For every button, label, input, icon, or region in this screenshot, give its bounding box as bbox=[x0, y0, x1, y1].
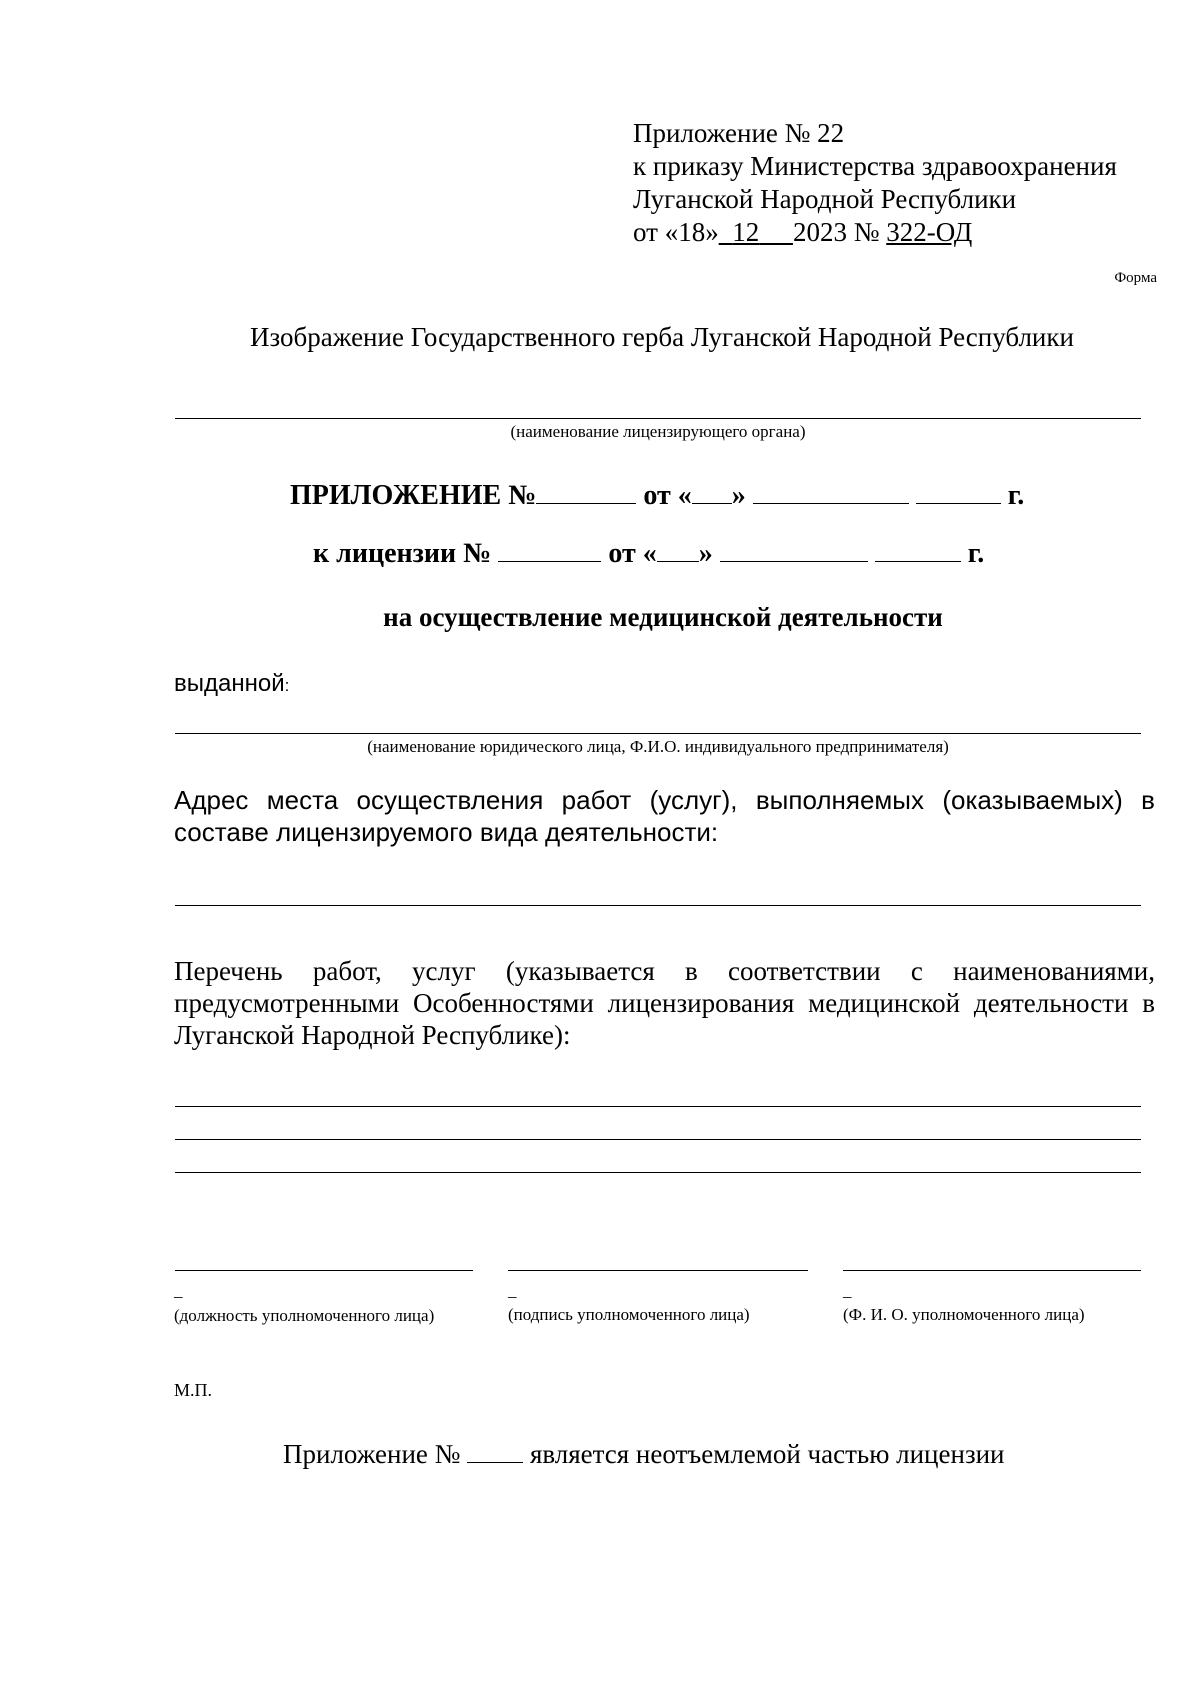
signature-name-caption: (Ф. И. О. уполномоченного лица) bbox=[843, 1305, 1085, 1324]
signature-name-line[interactable] bbox=[843, 1270, 1141, 1271]
header-date-prefix: от «18» bbox=[633, 217, 719, 247]
header-order-number: 322-ОД bbox=[886, 217, 973, 247]
license-number-field[interactable] bbox=[498, 533, 601, 562]
header-date-month: 12 bbox=[732, 217, 760, 247]
header-date-year: 2023 № bbox=[792, 217, 880, 247]
header-date-month-field bbox=[719, 217, 793, 247]
signature-sign-line[interactable] bbox=[508, 1270, 808, 1271]
services-line-3[interactable] bbox=[175, 1172, 1141, 1173]
footer-appendix-number-field[interactable] bbox=[467, 1435, 523, 1463]
header-order-reference: к приказу Министерства здравоохранения bbox=[633, 151, 1117, 181]
signature-position-dash: _ bbox=[174, 1281, 183, 1300]
signature-position-caption: (должность уполномоченного лица) bbox=[174, 1306, 435, 1325]
signature-position-line[interactable] bbox=[175, 1270, 473, 1271]
signature-sign-dash: _ bbox=[508, 1281, 517, 1300]
license-month-field[interactable] bbox=[720, 533, 868, 562]
signature-sign-caption: (подпись уполномоченного лица) bbox=[508, 1305, 750, 1324]
services-line-2[interactable] bbox=[175, 1139, 1141, 1140]
footer-note bbox=[283, 1435, 1005, 1470]
form-label: Форма bbox=[1114, 270, 1157, 286]
header-order-date bbox=[633, 216, 972, 248]
appendix-title-label: ПРИЛОЖЕНИЕ № bbox=[290, 480, 537, 511]
appendix-from-label: от « bbox=[643, 480, 692, 511]
footer-suffix: является неотъемлемой частью лицензии bbox=[529, 1439, 1005, 1469]
address-line[interactable] bbox=[175, 905, 1141, 906]
entity-name-line[interactable] bbox=[175, 733, 1141, 734]
activity-title: на осуществление медицинской деятельности bbox=[383, 602, 943, 632]
license-close-quote: » bbox=[698, 538, 713, 569]
header-republic: Луганской Народной Республики bbox=[633, 184, 1017, 214]
address-paragraph: Адрес места осуществления работ (услуг), выполняемых (оказываемых) в составе лицензируемого вида деятельности: bbox=[174, 785, 1155, 847]
issued-label-text: выданной bbox=[174, 670, 285, 697]
issued-label-colon: : bbox=[284, 676, 290, 695]
footer-prefix: Приложение № bbox=[283, 1439, 461, 1469]
entity-name-caption: (наименование юридического лица, Ф.И.О. индивидуального предпринимателя) bbox=[367, 737, 949, 756]
license-year-field[interactable] bbox=[875, 533, 961, 562]
license-label: к лицензии № bbox=[313, 538, 492, 569]
signature-name-dash: _ bbox=[843, 1281, 852, 1300]
appendix-number-field[interactable] bbox=[536, 475, 636, 504]
services-paragraph: Перечень работ, услуг (указывается в соответствии с наименованиями, предусмотренными Особенностями лицензирования медицинской деятельности в Луганской Народной Республике): bbox=[174, 956, 1155, 1050]
appendix-day-field[interactable] bbox=[692, 475, 732, 504]
license-year-suffix: г. bbox=[967, 538, 985, 569]
stamp-label: М.П. bbox=[174, 1380, 213, 1400]
licensing-body-line[interactable] bbox=[175, 418, 1141, 419]
appendix-month-field[interactable] bbox=[753, 475, 909, 504]
header-appendix-number: Приложение № 22 bbox=[633, 118, 845, 148]
license-day-field[interactable] bbox=[657, 533, 699, 562]
licensing-body-caption: (наименование лицензирующего органа) bbox=[510, 422, 806, 441]
coat-of-arms-caption: Изображение Государственного герба Луганской Народной Республики bbox=[250, 322, 1074, 352]
license-reference bbox=[313, 533, 984, 570]
services-line-1[interactable] bbox=[175, 1106, 1141, 1107]
appendix-close-quote: » bbox=[731, 480, 746, 511]
issued-label bbox=[174, 670, 289, 698]
appendix-title bbox=[290, 475, 1024, 512]
license-from-label: от « bbox=[608, 538, 657, 569]
appendix-year-field[interactable] bbox=[916, 475, 1001, 504]
appendix-year-suffix: г. bbox=[1007, 480, 1025, 511]
